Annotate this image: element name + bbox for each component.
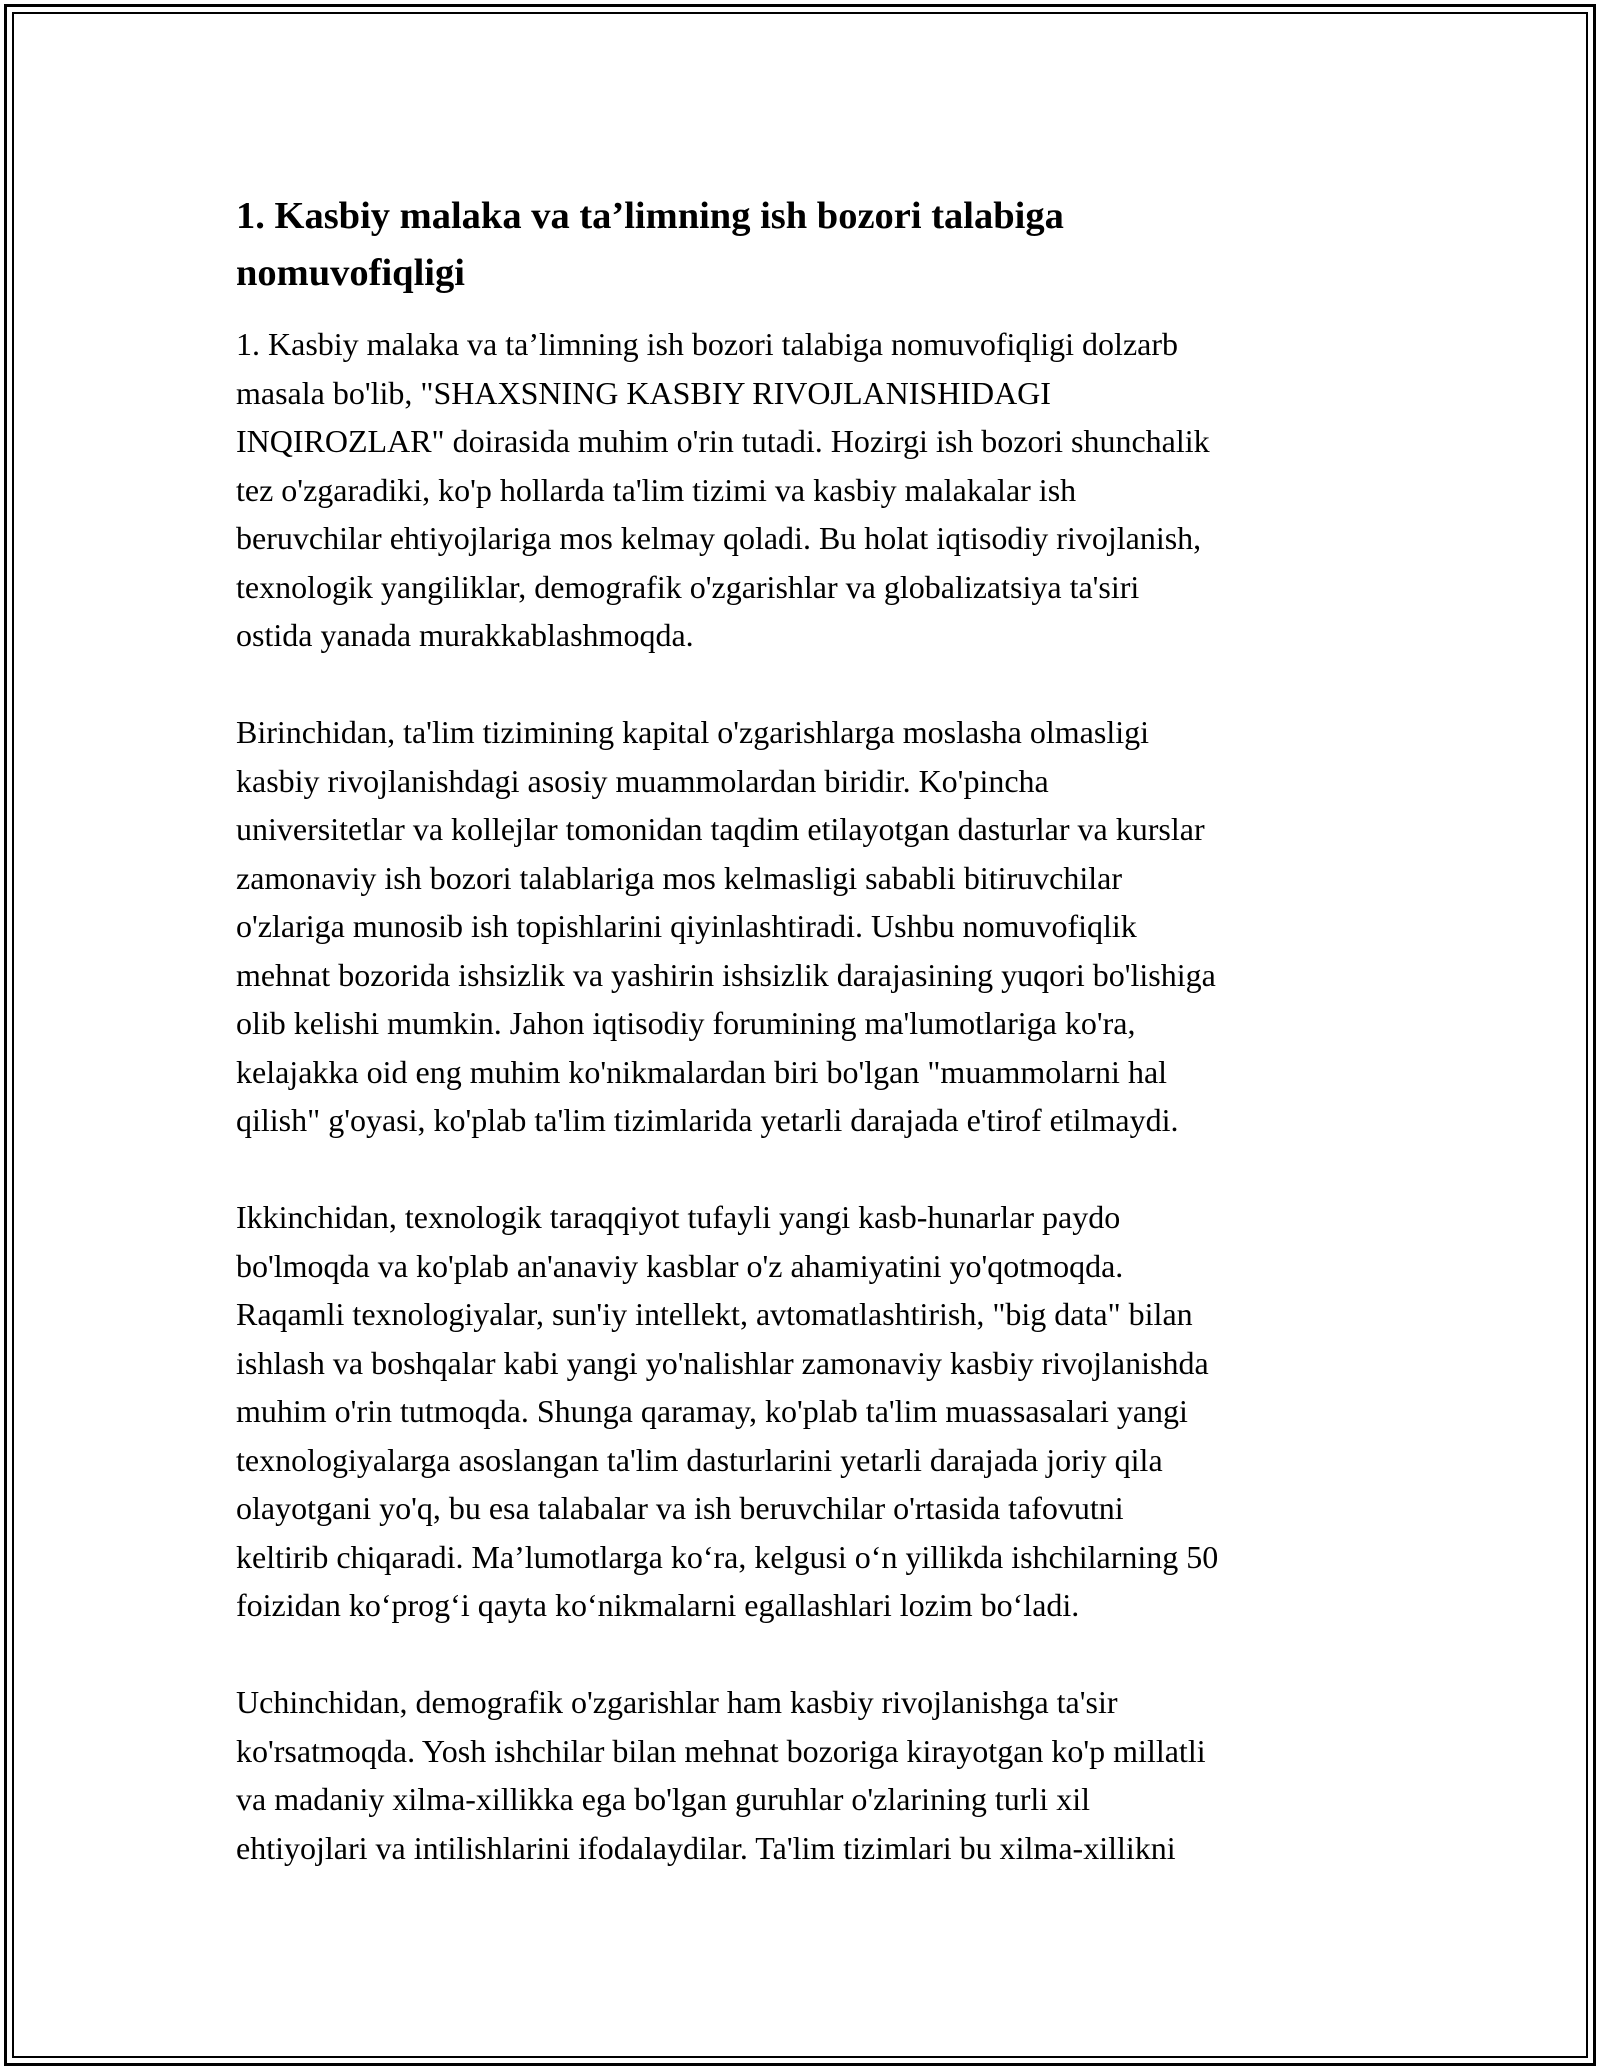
paragraph-third: Uchinchidan, demografik o'zgarishlar ham kasbiy rivojlanishga ta'sir ko'rsatmoqda. Yosh ishchilar bilan mehnat bozoriga kirayotgan ko'p millatli va madaniy xilma-xillikka ega bo'lgan guruhlar o'zlarining turli xil ehtiyojlari va intilishlarini ifodalaydilar. Ta'lim tizimlari bu xilma-xillikni: [236, 1684, 1206, 1866]
section-heading: 1. Kasbiy malaka va ta’limning ish bozori talabiga nomuvofiqligi: [236, 195, 1064, 294]
paragraph-intro: 1. Kasbiy malaka va ta’limning ish bozori talabiga nomuvofiqligi dolzarb masala bo'lib, "SHAXSNING KASBIY RIVOJLANISHIDAGI INQIROZLAR" doirasida muhim o'rin tutadi. Hozirgi ish bozori shunchalik tez o'zgaradiki, ko'p hollarda ta'lim tizimi va kasbiy malakalar ish beruvchilar ehtiyojlariga mos kelmay qoladi. Bu holat iqtisodiy rivojlanish, texnologik yangiliklar, demografik o'zgarishlar va globalizatsiya ta'siri ostida yanada murakkablashmoqda.: [236, 326, 1210, 653]
document-body: [236, 188, 1366, 1921]
paragraph-first: Birinchidan, ta'lim tizimining kapital o'zgarishlarga moslasha olmasligi kasbiy rivojlanishdagi asosiy muammolardan biridir. Ko'pincha universitetlar va kollejlar tomonidan taqdim etilayotgan dasturlar va kurslar zamonaviy ish bozori talablariga mos kelmasligi sababli bitiruvchilar o'zlariga munosib ish topishlarini qiyinlashtiradi. Ushbu nomuvofiqlik mehnat bozorida ishsizlik va yashirin ishsizlik darajasining yuqori bo'lishiga olib kelishi mumkin. Jahon iqtisodiy forumining ma'lumotlariga ko'ra, kelajakka oid eng muhim ko'nikmalardan biri bo'lgan "muammolarni hal qilish" g'oyasi, ko'plab ta'lim tizimlarida yetarli darajada e'tirof etilmaydi.: [236, 714, 1216, 1138]
paragraph-second: Ikkinchidan, texnologik taraqqiyot tufayli yangi kasb-hunarlar paydo bo'lmoqda va ko'plab an'anaviy kasblar o'z ahamiyatini yo'qotmoqda. Raqamli texnologiyalar, sun'iy intellekt, avtomatlashtirish, "big data" bilan ishlash va boshqalar kabi yangi yo'nalishlar zamonaviy kasbiy rivojlanishda muhim o'rin tutmoqda. Shunga qaramay, ko'plab ta'lim muassasalari yangi texnologiyalarga asoslangan ta'lim dasturlarini yetarli darajada joriy qila olayotgani yo'q, bu esa talabalar va ish beruvchilar o'rtasida tafovutni keltirib chiqaradi. Ma’lumotlarga ko‘ra, kelgusi o‘n yillikda ishchilarning 50 foizidan ko‘prog‘i qayta ko‘nikmalarni egallashlari lozim bo‘ladi.: [236, 1199, 1219, 1623]
